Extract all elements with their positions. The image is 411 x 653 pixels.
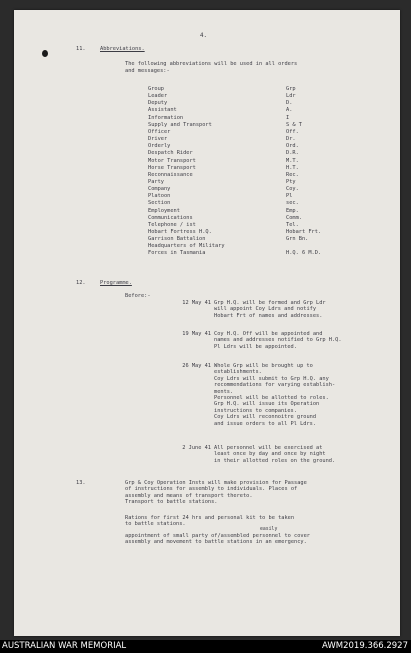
programme-line: Whole Grp will be brought up to xyxy=(214,363,313,369)
abbreviation-term: Forces in Tasmania xyxy=(148,250,206,257)
section-12-number: 12. xyxy=(76,280,86,286)
programme-line: Coy H.Q. Off will be appointed and xyxy=(214,331,323,337)
abbreviation-term: Horse Transport xyxy=(148,164,196,171)
programme-date: 2 June 41 xyxy=(182,445,211,451)
abbreviation-code: Hobart Frt. xyxy=(286,229,322,235)
footer-accession-number: AWM2019.366.2927 xyxy=(322,641,408,651)
abbreviation-code: Comm. xyxy=(286,214,302,221)
abbreviation-code: Dr. xyxy=(286,136,296,143)
programme-line: Coy Ldrs will submit to Grp H.Q. any xyxy=(214,375,329,382)
handwritten-insert: easily xyxy=(260,527,278,532)
section-13-line: of instructions for assembly to individuals. Places of xyxy=(125,486,298,493)
abbreviation-code: A. xyxy=(286,107,293,114)
abbreviation-term: Group xyxy=(148,86,164,92)
section-12-title: Programme. xyxy=(100,280,132,286)
abbreviation-code: Rec. xyxy=(286,171,299,178)
abbreviation-term: Reconnaissance xyxy=(148,171,193,178)
abbreviation-term: Officer xyxy=(148,128,171,135)
abbreviation-term: Information xyxy=(148,114,184,121)
section-13-line: assembly and means of transport thereto. xyxy=(125,492,253,499)
abbreviation-code: S & T xyxy=(286,121,302,128)
abbreviation-code: Tel. xyxy=(286,221,299,228)
abbreviation-code: Grn Bn. xyxy=(286,236,309,243)
document-page xyxy=(14,10,400,636)
programme-line: ments. xyxy=(214,388,234,395)
programme-line: Hobart Frt of names and addresses. xyxy=(214,312,323,319)
page-number: 4. xyxy=(200,33,207,39)
programme-line: Grp H.Q. will issue its Operation xyxy=(214,401,320,408)
section-13-line: Transport to battle stations. xyxy=(125,499,218,506)
section-11-intro-line: The following abbreviations will be used in all orders xyxy=(125,61,298,67)
abbreviation-code: sec. xyxy=(286,200,299,207)
punch-hole xyxy=(42,50,48,57)
section-12-before: Before:- xyxy=(125,293,151,299)
footer-bar xyxy=(0,640,411,653)
programme-line: names and addresses notified to Grp H.Q. xyxy=(214,337,342,344)
section-13-line: to battle stations. xyxy=(125,521,186,528)
abbreviation-code: Ord. xyxy=(286,143,299,150)
programme-line: instructions to companies. xyxy=(214,407,297,414)
abbreviation-term: Headquarters of Military xyxy=(148,243,225,250)
section-13-line: assembly and movement to battle stations in an emergency. xyxy=(125,539,307,546)
abbreviation-term: Motor Transport xyxy=(148,157,196,164)
abbreviation-term: Leader xyxy=(148,93,168,100)
abbreviation-code: Pty xyxy=(286,178,296,185)
abbreviation-code: I xyxy=(286,114,290,121)
abbreviation-term: Despatch Rider xyxy=(148,150,193,157)
programme-line: Coy Ldrs will reconnoitre ground xyxy=(214,414,317,421)
section-11-intro-line: and messages:- xyxy=(125,67,170,74)
abbreviation-term: Employment xyxy=(148,207,180,214)
abbreviation-term: Communications xyxy=(148,214,193,221)
abbreviation-code: H.Q. 6 M.D. xyxy=(286,250,322,257)
abbreviation-term: Section xyxy=(148,200,171,207)
section-11-number: 11. xyxy=(76,46,86,52)
section-13-line: Rations for first 24 hrs and personal kit to be taken xyxy=(125,515,295,521)
programme-line: will appoint Coy Ldrs and notify xyxy=(214,306,317,313)
abbreviation-code: D. xyxy=(286,100,293,107)
programme-line: in their allotted roles on the ground. xyxy=(214,457,336,464)
abbreviation-term: Telephone / ist xyxy=(148,221,196,228)
abbreviation-term: Party xyxy=(148,178,164,185)
programme-line: All personnel will be exercised at xyxy=(214,445,323,451)
abbreviation-term: Garrison Battalion xyxy=(148,236,206,243)
section-13-number: 13. xyxy=(76,480,86,486)
abbreviation-code: D.R. xyxy=(286,150,299,157)
footer-institution: AUSTRALIAN WAR MEMORIAL xyxy=(2,641,127,651)
abbreviation-term: Supply and Transport xyxy=(148,121,212,128)
abbreviation-term: Assistant xyxy=(148,107,177,114)
abbreviation-code: Grp xyxy=(286,86,296,92)
programme-date: 19 May 41 xyxy=(182,331,211,337)
abbreviation-code: Ldr xyxy=(286,93,296,100)
programme-line: least once by day and once by night xyxy=(214,451,326,458)
section-13-line: Grp & Coy Operation Insts will make provision for Passage xyxy=(125,480,307,486)
programme-line: Pl Ldrs will be appointed. xyxy=(214,343,297,350)
abbreviation-term: Driver xyxy=(148,136,168,143)
abbreviation-code: H.T. xyxy=(286,164,299,171)
abbreviation-term: Orderly xyxy=(148,143,171,150)
abbreviation-code: Coy. xyxy=(286,186,299,193)
programme-line: and issue orders to all Pl Ldrs. xyxy=(214,420,317,427)
abbreviation-term: Company xyxy=(148,186,171,193)
programme-date: 26 May 41 xyxy=(182,363,211,369)
section-11-title: Abbreviations. xyxy=(100,46,145,52)
abbreviation-term: Hobart Fortress H.Q. xyxy=(148,229,212,235)
abbreviation-code: Pl xyxy=(286,193,293,200)
programme-line: Grp H.Q. will be formed and Grp Ldr xyxy=(214,300,326,306)
abbreviation-code: M.T. xyxy=(286,157,299,164)
programme-line: recommendations for varying establish- xyxy=(214,382,336,389)
abbreviation-term: Deputy xyxy=(148,100,168,107)
abbreviation-code: Emp. xyxy=(286,207,299,214)
programme-date: 12 May 41 xyxy=(182,300,211,306)
abbreviation-term: Platoon xyxy=(148,193,171,200)
programme-line: establishments. xyxy=(214,369,262,376)
abbreviation-code: Off. xyxy=(286,128,299,135)
section-13-line: appointment of small party of/assembled personnel to cover xyxy=(125,533,310,539)
programme-line: Personnel will be allotted to roles. xyxy=(214,395,329,401)
